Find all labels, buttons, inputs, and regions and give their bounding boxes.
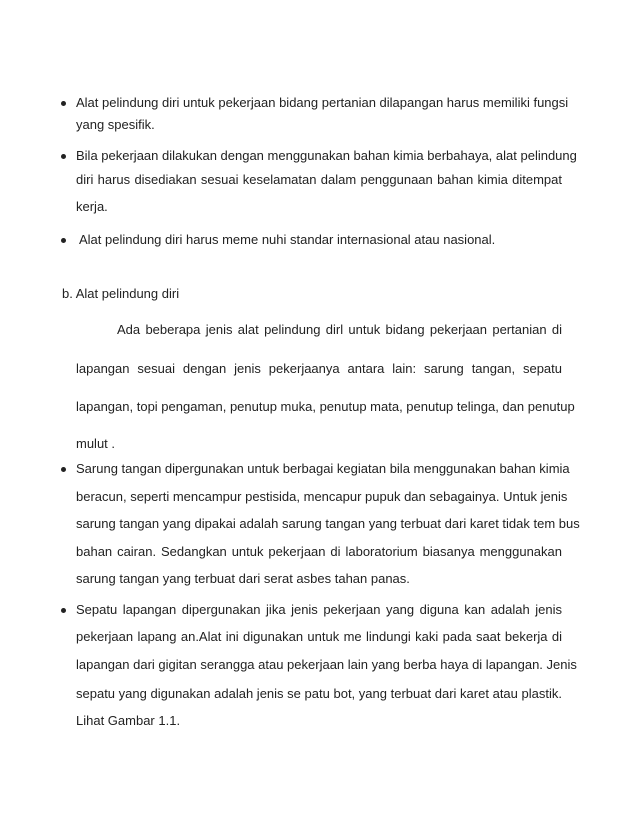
sarung-line-2: beracun, seperti mencampur pestisida, mencapur pupuk dan sebagainya. Untuk jenis <box>76 489 568 504</box>
bullet-marker <box>61 154 66 159</box>
bullet-marker <box>61 238 66 243</box>
sarung-line-4: bahan cairan. Sedangkan untuk pekerjaan di laboratorium biasanya menggunakan <box>76 544 562 559</box>
intro-line-2: lapangan sesuai dengan jenis pekerjaanya antara lain: sarung tangan, sepatu <box>76 361 562 376</box>
bullet-2-line-1: Bila pekerjaan dilakukan dengan menggunakan bahan kimia berbahaya, alat pelindung <box>76 148 577 163</box>
bullet-3-line-1: Alat pelindung diri harus meme nuhi standar internasional atau nasional. <box>79 232 496 247</box>
sepatu-line-2: pekerjaan lapang an.Alat ini digunakan untuk me lindungi kaki pada saat bekerja di <box>76 629 562 644</box>
intro-line-4: mulut . <box>76 436 116 451</box>
intro-line-3: lapangan, topi pengaman, penutup muka, penutup mata, penutup telinga, dan penutup <box>76 399 575 414</box>
sarung-line-5: sarung tangan yang terbuat dari serat asbes tahan panas. <box>76 571 410 586</box>
bullet-1-line-1: Alat pelindung diri untuk pekerjaan bidang pertanian dilapangan harus memiliki fungsi <box>76 95 569 110</box>
bullet-marker <box>61 101 66 106</box>
bullet-2-line-2: diri harus disediakan sesuai keselamatan dalam penggunaan bahan kimia ditempat <box>76 172 562 187</box>
bullet-marker <box>61 608 66 613</box>
intro-line-1: Ada beberapa jenis alat pelindung dirl untuk bidang pekerjaan pertanian di <box>117 322 562 337</box>
bullet-marker <box>61 467 66 472</box>
sepatu-line-5: Lihat Gambar 1.1. <box>76 713 181 728</box>
sepatu-line-4: sepatu yang digunakan adalah jenis se patu bot, yang terbuat dari karet atau plastik. <box>76 686 562 701</box>
sepatu-line-3: lapangan dari gigitan serangga atau pekerjaan lain yang berba haya di lapangan. Jenis <box>76 657 577 672</box>
sepatu-line-1: Sepatu lapangan dipergunakan jika jenis pekerjaan yang diguna kan adalah jenis <box>76 602 562 617</box>
section-heading: b. Alat pelindung diri <box>62 286 180 301</box>
sarung-line-1: Sarung tangan dipergunakan untuk berbagai kegiatan bila menggunakan bahan kimia <box>76 461 570 476</box>
sarung-line-3: sarung tangan yang dipakai adalah sarung tangan yang terbuat dari karet tidak tem bus <box>76 516 580 531</box>
bullet-1-line-2: yang spesifik. <box>76 117 155 132</box>
bullet-2-line-3: kerja. <box>76 199 108 214</box>
